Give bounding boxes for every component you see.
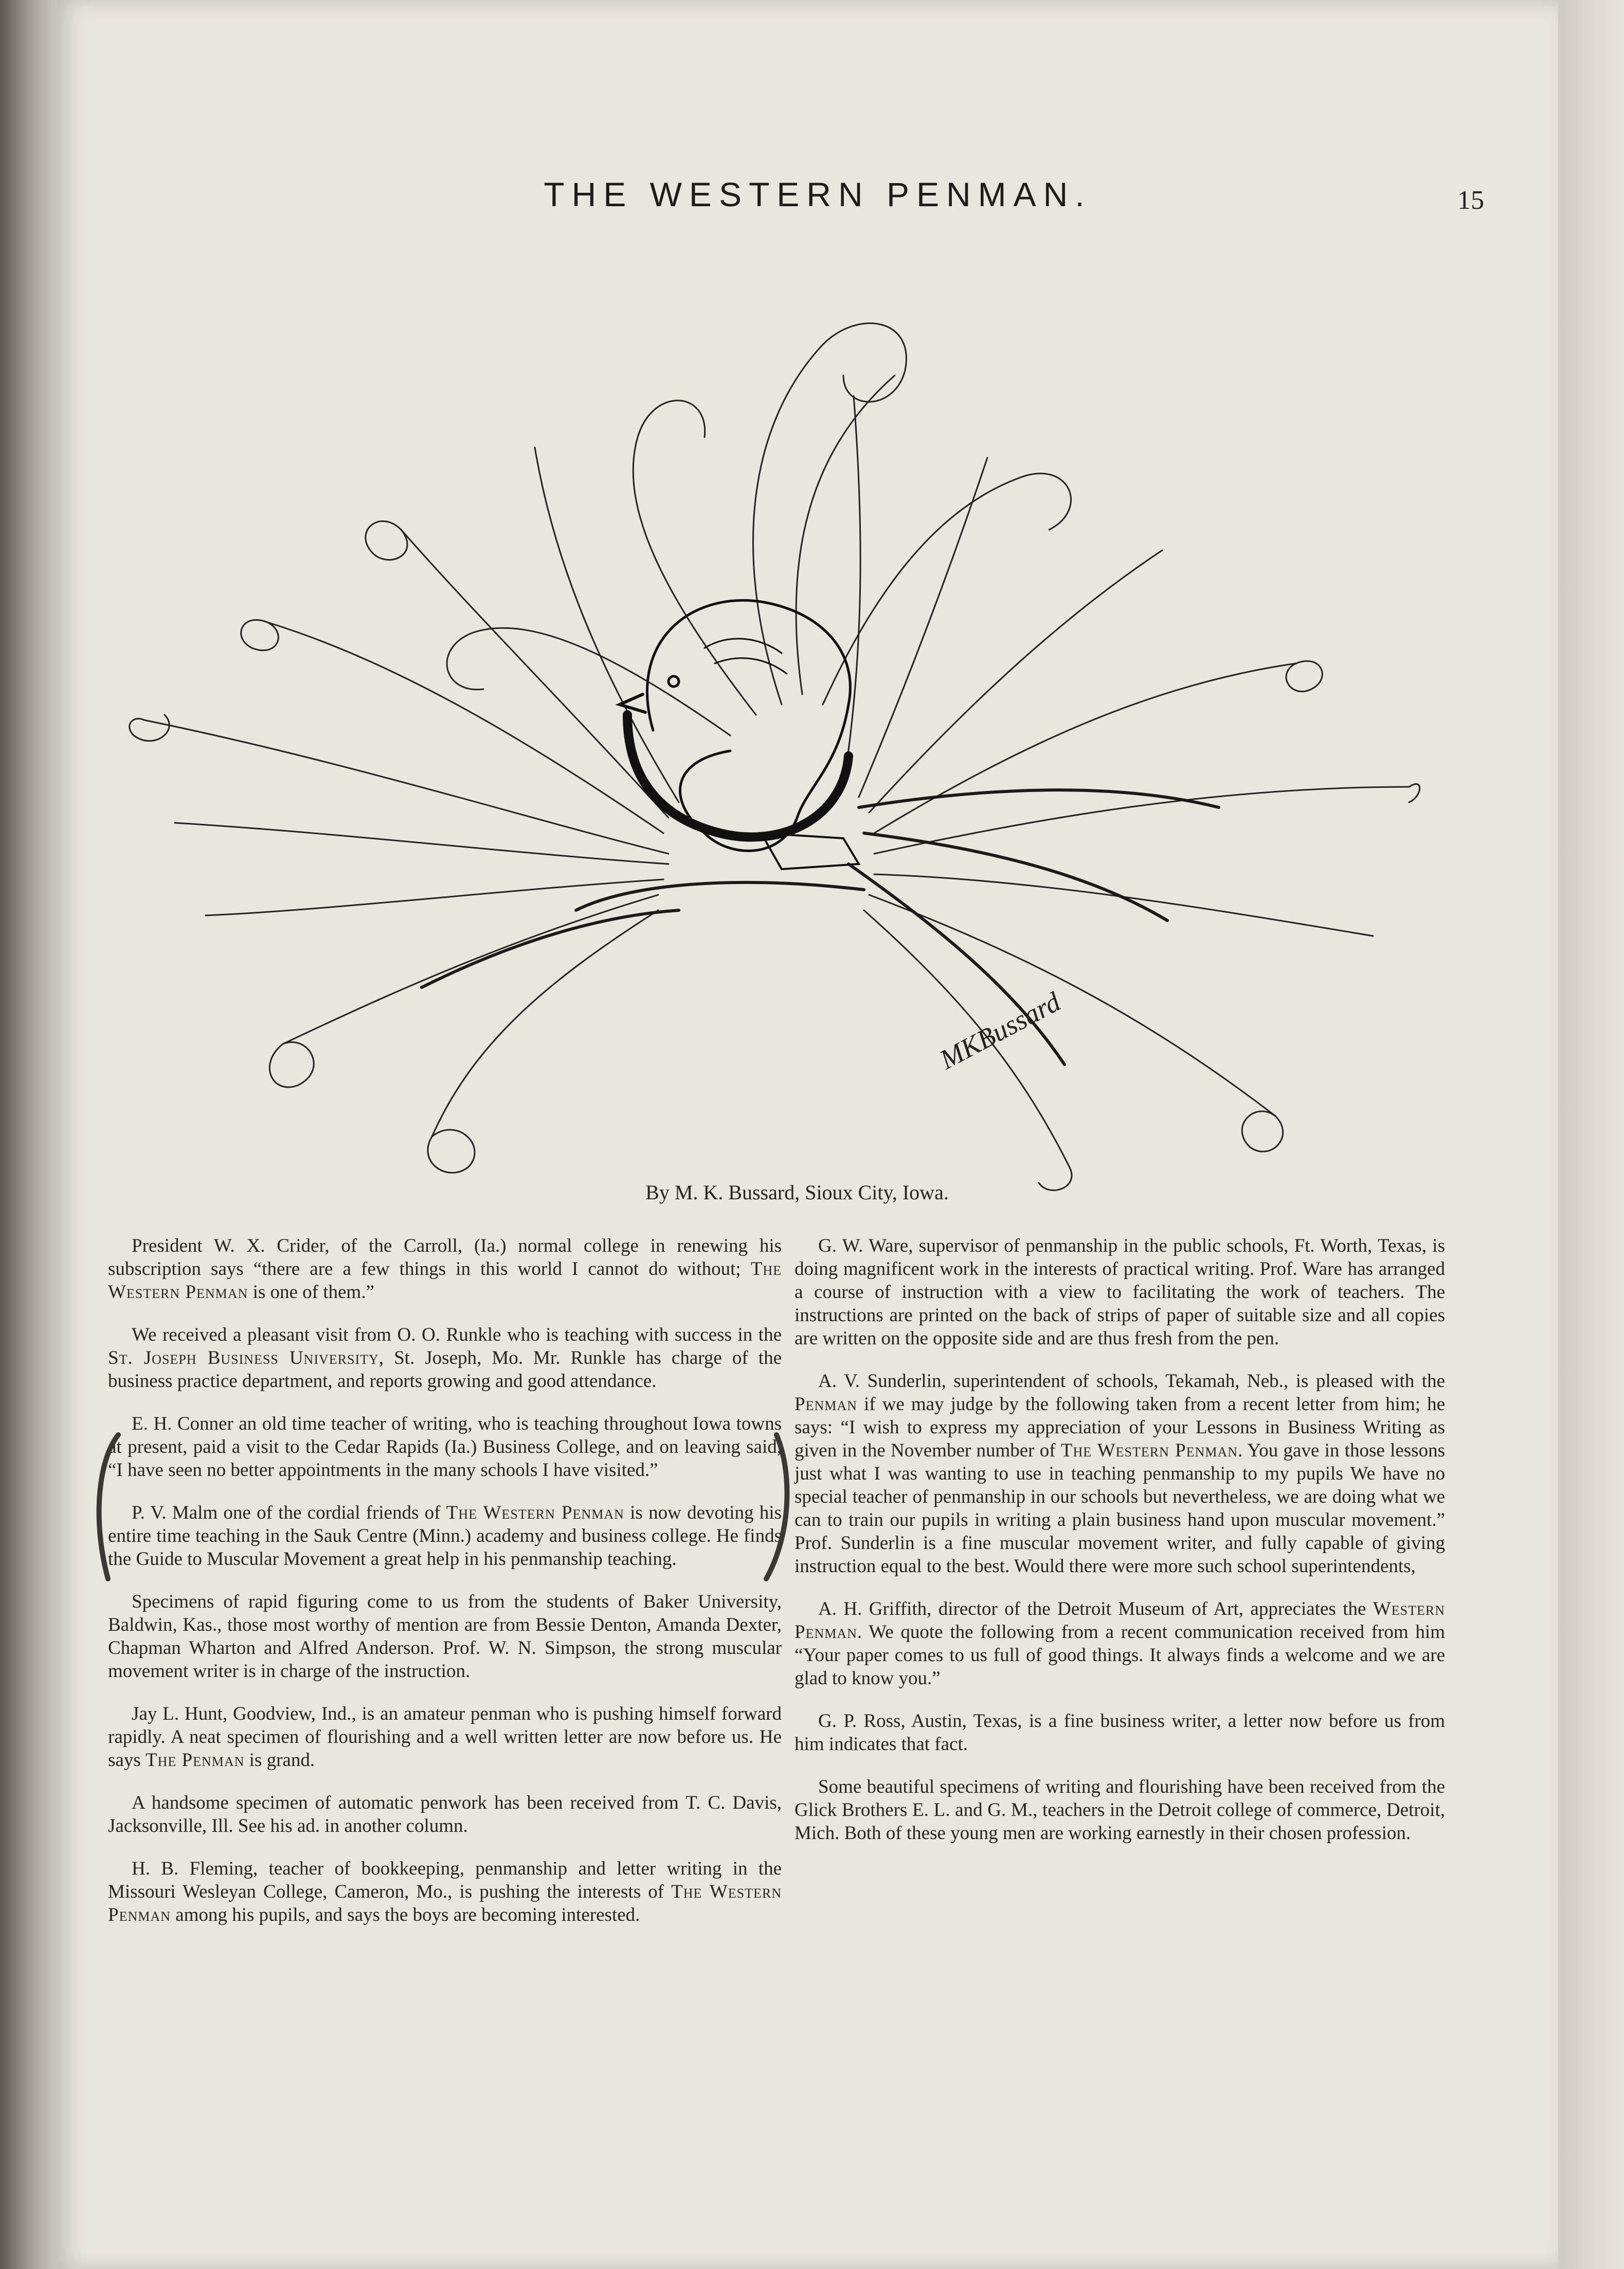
paragraph-davis: A handsome specimen of automatic penwork has been received from T. C. Davis, Jacksonville, Ill. See his ad. in another column. [108,1792,782,1836]
pencil-bracket-marks [87,1430,797,1584]
paragraph-crider: President W. X. Crider, of the Carroll, (Ia.) normal college in renewing his subscription says “there are a few things in this world I cannot do without; The Western Penman is one of them.” [108,1235,782,1303]
masthead-title: THE WESTERN PENMAN. [544,175,1092,213]
binding-gutter [0,0,62,2269]
left-column [108,1234,782,1946]
page-number: 15 [1457,186,1484,215]
paragraph-sunderlin: A. V. Sunderlin, superintendent of schools, Tekamah, Neb., is pleased with the Penman if we may judge by the following taken from a recent letter from him; he says: “I wish to express my appreciation of your Lessons in Business Writing as given in the November number of The Western Penman. You gave in those lessons just what I was wanting to use in teaching penmanship to my pupils We have no special teacher of penmanship in our schools but nevertheless, we are doing what we can to train our pupils in writing a plain business hand upon muscular movement.” Prof. Sunderlin is a fine muscular movement writer, and fully capable of giving instruction equal to the best. Would there were more such school superintendents, [795,1371,1445,1577]
artist-signature: MKBussard [934,986,1066,1075]
paragraph-griffith: A. H. Griffith, director of the Detroit Museum of Art, appreciates the Western Penman. We quote the following from a recent communication received from him “Your paper comes to us full of good things. It always finds a welcome and we are glad to know you.” [795,1598,1445,1689]
paragraph-malm: P. V. Malm one of the cordial friends of The Western Penman is now devoting his entire time teaching in the Sauk Centre (Minn.) academy and business college. He finds the Guide to Muscular Movement a great help in his penmanship teaching. [108,1502,782,1570]
flourished-bird-illustration [113,242,1430,1198]
paragraph-baker: Specimens of rapid figuring come to us from the students of Baker University, Baldwin, Kas., those most worthy of mention are from Bessie Denton, Amanda Dexter, Chapman Wharton and Alfred Anderson. Prof. W. N. Simpson, the strong muscular movement writer is in charge of the instruction. [108,1591,782,1682]
illustration-caption: By M. K. Bussard, Sioux City, Iowa. [645,1181,949,1204]
paragraph-glick: Some beautiful specimens of writing and flourishing have been received from the Glick Brothers E. L. and G. M., teachers in the Detroit college of commerce, Detroit, Mich. Both of these young men are working earnestly in their chosen profession. [795,1776,1445,1844]
paragraph-runkle: We received a pleasant visit from O. O. Runkle who is teaching with success in the St. Joseph Business University, St. Joseph, Mo. Mr. Runkle has charge of the business practice department, and reports growing and good attendance. [108,1324,782,1392]
flourish-top [447,323,1071,735]
right-column [795,1234,1445,1864]
paragraph-conner: E. H. Conner an old time teacher of writing, who is teaching throughout Iowa towns at present, paid a visit to the Cedar Rapids (Ia.) Business College, and on leaving said, “I have seen no better appointments in the many schools I have visited.” [108,1413,782,1481]
flourish-left [130,447,679,1173]
plume-shading [422,790,1219,1065]
page-edge [1558,0,1624,2269]
paragraph-hunt: Jay L. Hunt, Goodview, Ind., is an amateur penman who is pushing himself forward rapidly. A neat specimen of flourishing and a well written letter are now before us. He says The Penman is grand. [108,1703,782,1771]
paragraph-ware: G. W. Ware, supervisor of penmanship in the public schools, Ft. Worth, Texas, is doing magnificent work in the interests of practical writing. Prof. Ware has arranged a course of instruction with a view to facilitating the work of teachers. The instructions are printed on the back of strips of paper of suitable size and all copies are written on the opposite side and are thus fresh from the pen. [795,1235,1445,1349]
paragraph-ross: G. P. Ross, Austin, Texas, is a fine business writer, a letter now before us from him indicates that fact. [795,1710,1445,1755]
bird-body [620,600,859,869]
paragraph-fleming: H. B. Fleming, teacher of bookkeeping, penmanship and letter writing in the Missouri Wesleyan College, Cameron, Mo., is pushing the interests of The Western Penman among his pupils, and says the boys are becoming interested. [108,1858,782,1925]
